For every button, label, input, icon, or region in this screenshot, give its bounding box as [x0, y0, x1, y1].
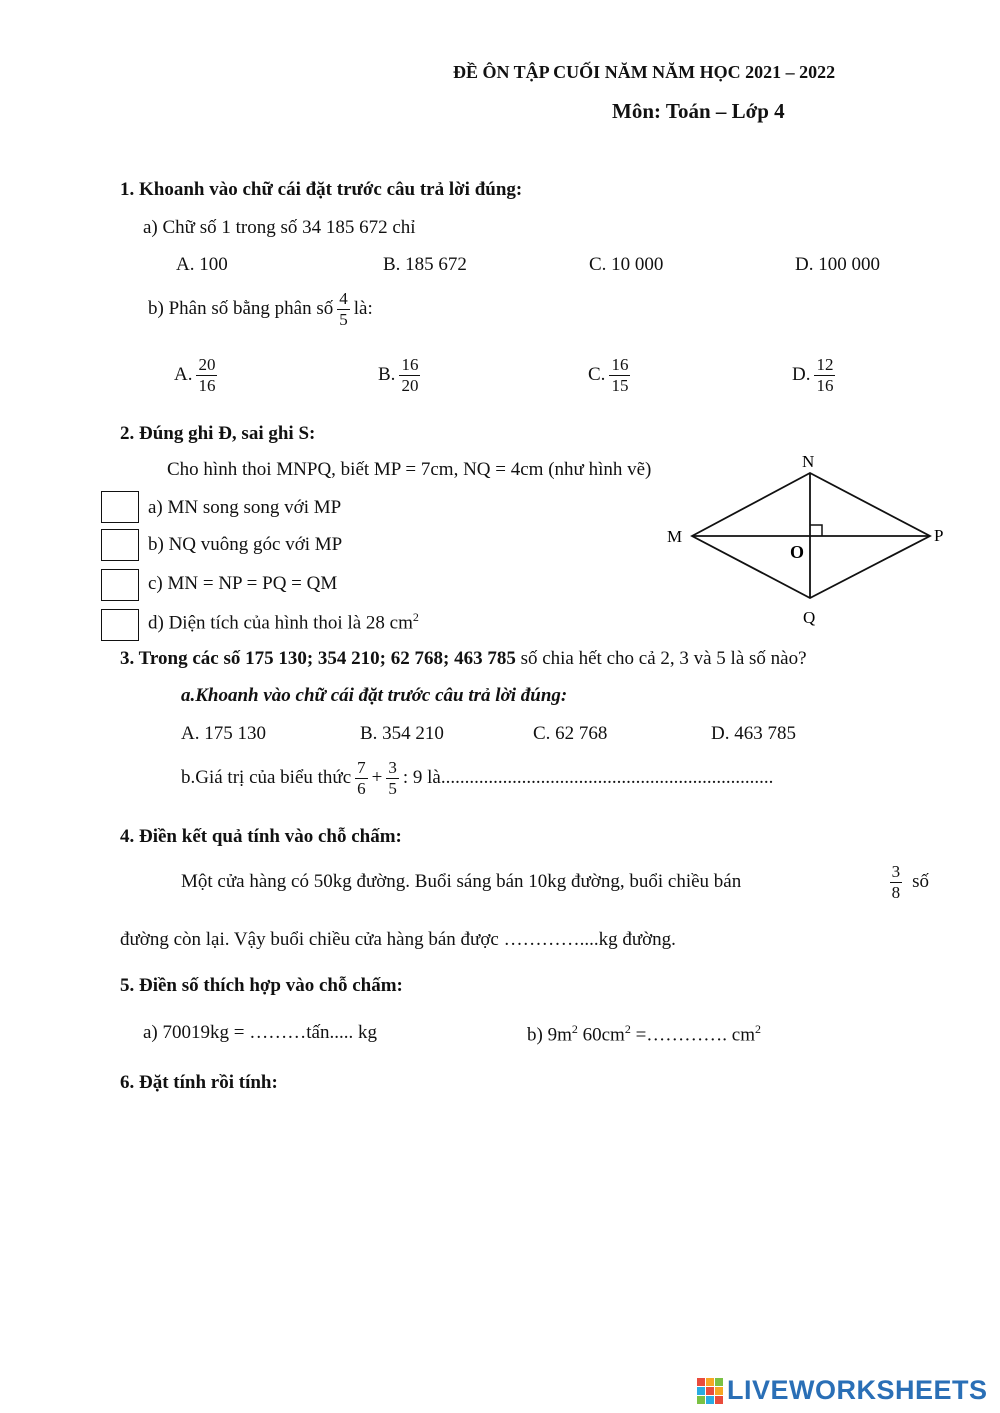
- label-m: M: [667, 527, 683, 546]
- q3-option-c[interactable]: C. 62 768: [533, 723, 608, 744]
- label-o: O: [790, 542, 805, 562]
- q1a-option-a[interactable]: A. 100: [176, 254, 228, 275]
- q2b-text: b) NQ vuông góc với MP: [148, 534, 343, 555]
- q2c-text: c) MN = NP = PQ = QM: [148, 573, 338, 594]
- q2d-text: d) Diện tích của hình thoi là 28 $cm^2$: [148, 610, 419, 634]
- q5-heading: 5. Điền số thích hợp vào chỗ chấm:: [120, 975, 403, 996]
- q5a-text[interactable]: a) 70019kg = ………tấn..... kg: [143, 1022, 377, 1043]
- q2b-answer-box[interactable]: [101, 529, 139, 561]
- q5b-text[interactable]: b) $9m^2$ $60cm^2$ =…………. $cm^2$: [527, 1022, 762, 1046]
- q6-heading: 6. Đặt tính rồi tính:: [120, 1072, 278, 1093]
- q4-line1: Một cửa hàng có 50kg đường. Buổi sáng bán 10kg đường, buổi chiều bán $\frac{3}{8}$ số: [181, 862, 929, 902]
- liveworksheets-logo: [697, 1375, 988, 1406]
- q2a-text: a) MN song song với MP: [148, 497, 342, 518]
- q2-intro: Cho hình thoi MNPQ, biết MP = 7cm, NQ = 4cm (như hình vẽ): [167, 459, 652, 480]
- q1a-option-d[interactable]: D. 100 000: [795, 254, 880, 275]
- q3-option-a[interactable]: A. 175 130: [181, 723, 266, 744]
- q1b-suffix: là:: [353, 298, 373, 320]
- q3-option-b[interactable]: B. 354 210: [360, 723, 444, 744]
- q1a-option-c[interactable]: C. 10 000: [589, 254, 664, 275]
- q1-heading: 1. Khoanh vào chữ cái đặt trước câu trả lời đúng:: [120, 179, 523, 200]
- rhombus-diagram: [660, 448, 960, 638]
- q1b-fraction: $\frac{4}{5}$: [339, 289, 348, 329]
- label-n: N: [802, 452, 815, 471]
- q3a-subheading: a.Khoanh vào chữ cái đặt trước câu trả lời đúng:: [181, 685, 568, 706]
- logo-text: LIVEWORKSHEETS: [727, 1375, 988, 1405]
- q1a-option-b[interactable]: B. 185 672: [383, 254, 467, 275]
- q2c-answer-box[interactable]: [101, 569, 139, 601]
- q4-line2[interactable]: đường còn lại. Vậy buổi chiều cửa hàng bán được …………....kg đường.: [120, 929, 676, 950]
- exam-subtitle: Môn: Toán – Lớp 4: [612, 99, 785, 123]
- q2a-answer-box[interactable]: [101, 491, 139, 523]
- q1b-text: [148, 290, 373, 329]
- q3-option-d[interactable]: D. 463 785: [711, 723, 796, 744]
- q3b-expression: b.Giá trị của biểu thức $\frac{7}{6}$ + $\frac{3}{5}$ : 9 là......................................................................: [181, 758, 774, 798]
- q1b-label: b) Phân số bằng phân số: [148, 298, 334, 320]
- q1b-option-d[interactable]: D. $\frac{12}{16}$: [792, 355, 834, 395]
- q1b-option-c[interactable]: C. $\frac{16}{15}$: [588, 355, 629, 395]
- q2d-answer-box[interactable]: [101, 609, 139, 641]
- logo-grid-icon: [697, 1378, 723, 1404]
- label-q: Q: [803, 608, 816, 627]
- label-p: P: [934, 526, 944, 545]
- exam-title: ĐỀ ÔN TẬP CUỐI NĂM NĂM HỌC 2021 – 2022: [453, 62, 836, 82]
- q2-heading: 2. Đúng ghi Đ, sai ghi S:: [120, 423, 316, 444]
- q1b-option-a[interactable]: A. $\frac{20}{16}$: [174, 355, 216, 395]
- q1a-text: a) Chữ số 1 trong số 34 185 672 chỉ: [143, 217, 416, 238]
- q3-heading: 3. Trong các số 175 130; 354 210; 62 768; 463 785 số chia hết cho cả 2, 3 và 5 là số nào?: [120, 648, 807, 669]
- right-angle-mark: [810, 525, 822, 536]
- q4-heading: 4. Điền kết quả tính vào chỗ chấm:: [120, 826, 402, 847]
- q3b-answer-blank[interactable]: : 9 là......................................................................: [402, 767, 774, 789]
- q1b-option-b[interactable]: B. $\frac{16}{20}$: [378, 355, 419, 395]
